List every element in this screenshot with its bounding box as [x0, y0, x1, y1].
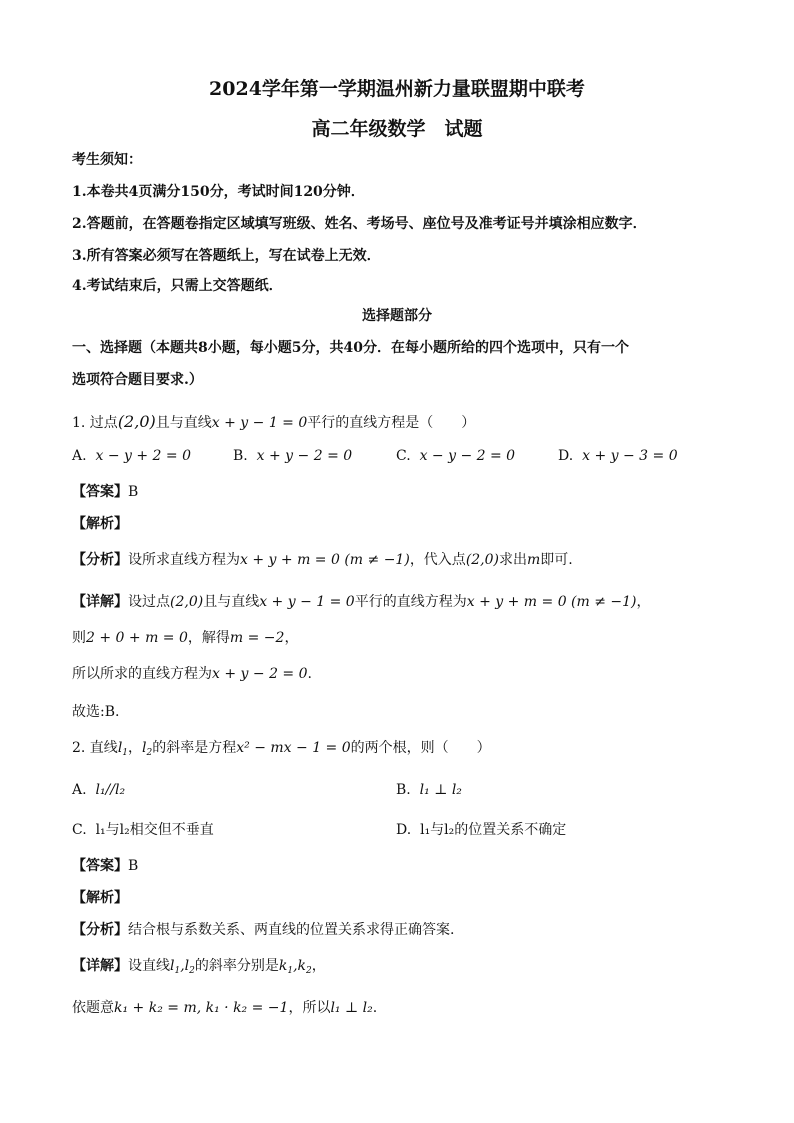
notice-item-2: 2.答题前，在答题卷指定区域填写班级、姓名、考场号、座位号及准考证号并填涂相应数字． [72, 216, 647, 232]
option-text: l₁与l₂相交但不垂直 [95, 822, 214, 838]
conclusion-text-a: 所以所求的直线方程为 [72, 666, 212, 682]
fenxi-text: 结合根与系数关系、两直线的位置关系求得正确答案. [128, 922, 455, 938]
q1-detail [72, 592, 651, 612]
q1-stem [72, 412, 475, 433]
detail-lines: $l_1,l_2$ [170, 958, 195, 976]
option-label: D. [396, 822, 412, 838]
detail-text-a: 设过点 [128, 594, 170, 610]
fenxi-text-d: 即可. [540, 552, 573, 568]
detail-text-b: 且与直线 [203, 594, 260, 610]
detail-text-c: ， [311, 958, 326, 974]
conclusion-equation: x + y − 2 = 0 [212, 666, 308, 682]
fenxi-equation: x + y + m = 0 (m ≠ −1) [240, 552, 410, 568]
q2-stem-c: 的两个根，则（ ） [350, 740, 491, 756]
q1-fenxi [72, 550, 573, 570]
q2-analysis-tag: 【解析】 [72, 890, 128, 906]
conclusion-text-a: 依题意 [72, 1000, 114, 1016]
q2-conclusion-line [72, 998, 377, 1018]
q1-stem-equation: x + y − 1 = 0 [211, 415, 308, 431]
notice-heading: 考生须知： [72, 152, 142, 168]
q1-option-c [396, 446, 515, 466]
detail-text-c: 平行的直线方程为 [354, 594, 467, 610]
option-label: D. [558, 448, 574, 464]
fenxi-text-a: 设所求直线方程为 [128, 552, 240, 568]
detail-slopes: $k_1,k_2$ [278, 958, 312, 976]
q2-option-c [72, 820, 214, 840]
detail-text-a: 设直线 [128, 958, 170, 974]
q2-detail [72, 956, 326, 981]
q2-stem-l2: $l_2$ [142, 740, 153, 758]
q2-stem-equation: x² − mx − 1 = 0 [236, 740, 351, 756]
detail-equation-1: x + y − 1 = 0 [259, 594, 355, 610]
q2-fenxi [72, 920, 454, 940]
q2-stem-a: 2. 直线 [72, 740, 118, 756]
option-text: l₁与l₂的位置关系不确定 [420, 822, 567, 838]
q2-option-d [396, 820, 566, 840]
q1-choose: 故选:B. [72, 704, 120, 720]
q1-option-a [72, 446, 191, 466]
answer-value: B [128, 858, 139, 874]
answer-value: B [128, 484, 139, 500]
fenxi-point: (2,0) [465, 552, 500, 568]
q1-conclusion-line [72, 664, 312, 684]
notice-item-4: 4.考试结束后，只需上交答题纸． [72, 278, 283, 294]
conclusion-equation: k₁ + k₂ = m, k₁ · k₂ = −1 [114, 1000, 289, 1016]
answer-tag: 【答案】 [72, 484, 128, 500]
section-instruction-1: 一、选择题（本题共8小题，每小题5分，共40分．在每小题所给的四个选项中，只有一个 [72, 340, 629, 356]
q1-stem-point: (2,0) [117, 412, 156, 431]
q1-stem-c: 平行的直线方程是（ ） [307, 415, 476, 431]
fenxi-tag: 【分析】 [72, 552, 128, 568]
option-text: x − y + 2 = 0 [95, 448, 191, 464]
notice-item-1: 1.本卷共4页满分150分，考试时间120分钟． [72, 184, 365, 200]
option-label: C. [72, 822, 87, 838]
q2-stem-l1: $l_1$ [117, 740, 129, 758]
q1-stem-a: 1. 过点 [72, 415, 118, 431]
solve-equation: 2 + 0 + m = 0 [86, 630, 188, 646]
solve-text-a: 则 [72, 630, 86, 646]
solve-result: m = −2 [229, 630, 285, 646]
section-instruction-2: 选项符合题目要求.） [72, 372, 203, 388]
option-label: C. [396, 448, 411, 464]
option-text: l₁//l₂ [95, 782, 126, 798]
option-label: A. [72, 782, 87, 798]
q1-option-d [558, 446, 678, 466]
conclusion-text-b: ，所以 [288, 1000, 331, 1016]
q1-option-b [233, 446, 352, 466]
detail-text-b: 的斜率分别是 [194, 958, 279, 974]
q1-answer [72, 482, 138, 502]
conclusion-result: l₁ ⊥ l₂ [330, 1000, 373, 1016]
option-text: l₁ ⊥ l₂ [419, 782, 462, 798]
conclusion-text-c: . [372, 1000, 378, 1016]
fenxi-variable: m [527, 552, 541, 568]
q2-option-b [396, 780, 462, 800]
q1-solve-line [72, 628, 298, 648]
exam-subtitle: 高二年级数学 试题 [311, 118, 483, 140]
option-label: B. [396, 782, 411, 798]
conclusion-text-b: . [307, 666, 312, 682]
exam-title: 2024学年第一学期温州新力量联盟期中联考 [209, 78, 585, 100]
option-text: x − y − 2 = 0 [419, 448, 516, 464]
option-label: B. [233, 448, 248, 464]
q2-answer [72, 856, 138, 876]
detail-text-d: ， [636, 594, 651, 610]
option-label: A. [72, 448, 87, 464]
fenxi-tag: 【分析】 [72, 922, 128, 938]
notice-item-3: 3.所有答案必须写在答题纸上，写在试卷上无效． [72, 248, 381, 264]
option-text: x + y − 3 = 0 [582, 448, 678, 464]
option-text: x + y − 2 = 0 [256, 448, 353, 464]
q1-stem-b: 且与直线 [155, 415, 212, 431]
fenxi-text-c: 求出 [499, 552, 528, 568]
answer-tag: 【答案】 [72, 858, 128, 874]
detail-point: (2,0) [170, 594, 204, 610]
detail-equation-2: x + y + m = 0 (m ≠ −1) [466, 594, 637, 610]
solve-text-b: ，解得 [187, 630, 230, 646]
detail-tag: 【详解】 [72, 594, 128, 610]
q1-analysis-tag: 【解析】 [72, 516, 128, 532]
detail-tag: 【详解】 [72, 958, 128, 974]
fenxi-text-b: ，代入点 [409, 552, 466, 568]
q2-stem: 2. 直线$l_1$，$l_2$的斜率是方程x² − mx − 1 = 0的两个根，则（ ） [72, 740, 491, 758]
q2-option-a [72, 780, 125, 800]
q2-stem-b: 的斜率是方程 [152, 740, 237, 756]
section-title: 选择题部分 [362, 308, 432, 324]
solve-text-c: ， [284, 630, 299, 646]
